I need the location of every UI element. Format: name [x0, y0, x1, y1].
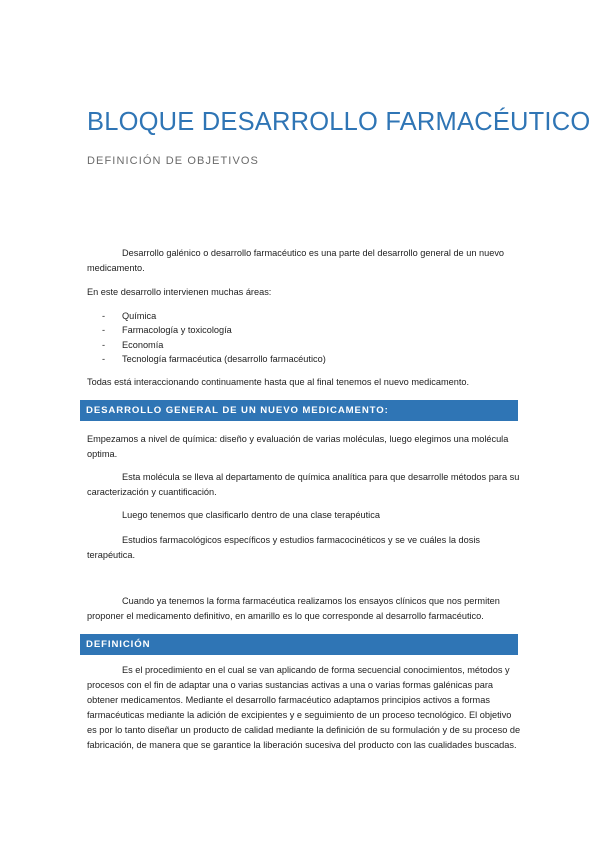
section1-paragraph: Estudios farmacológicos específicos y estudios farmacocinéticos y se ve cuáles la dosis terapéutica. — [87, 535, 480, 560]
list-item-label: Economía — [122, 339, 164, 350]
section-heading-definicion: DEFINICIÓN — [80, 634, 518, 655]
list-item-label: Química — [122, 311, 157, 321]
list-item-label: Farmacología y toxicología — [122, 325, 232, 336]
section1-paragraph: Empezamos a nivel de química: diseño y evaluación de varias moléculas, luego elegimos una molécula optima. — [87, 434, 509, 459]
section1-paragraph: Esta molécula se lleva al departamento de química analítica para que desarrolle métodos para su caracterización y cuantificación. — [87, 472, 520, 497]
interaction-paragraph: Todas está interaccionando continuamente hasta que al final tenemos el nuevo medicamento. — [87, 377, 470, 387]
list-item — [87, 323, 326, 337]
areas-list — [87, 309, 326, 366]
bullet-dash: - — [102, 311, 106, 321]
list-item-label: Tecnología farmacéutica (desarrollo farmacéutico) — [122, 353, 326, 364]
list-item — [87, 309, 326, 323]
areas-intro: En este desarrollo intervienen muchas áreas: — [87, 287, 272, 297]
bullet-dash: - — [102, 353, 106, 364]
section-heading-desarrollo: DESARROLLO GENERAL DE UN NUEVO MEDICAMENTO: — [80, 400, 518, 421]
section1-paragraph: Luego tenemos que clasificarlo dentro de una clase terapéutica — [122, 510, 380, 520]
document-subtitle: DEFINICIÓN DE OBJETIVOS — [87, 155, 259, 167]
list-item — [87, 338, 326, 352]
intro-paragraph: Desarrollo galénico o desarrollo farmacéutico es una parte del desarrollo general de un nuevo medicamento. — [87, 248, 505, 273]
bullet-dash: - — [102, 339, 106, 350]
definition-paragraph: Es el procedimiento en el cual se van aplicando de forma secuencial conocimientos, métodos y procesos con el fin de adaptar una o varias sustancias activas a una o varias formas galénicas para obtener medicamentos. Mediante el desarrollo farmacéutico adaptamos principios activos a formas farmacéuticas mediante la adición de excipientes y e seguimiento de un proceso tecnológico. El objetivo es por lo tanto diseñar un producto de calidad mediante la definición de su formulación y de su proceso de fabricación, de manera que se garantice la liberación sucesiva del producto con las cualidades buscadas. — [87, 665, 521, 750]
list-item — [87, 352, 326, 366]
document-title: BLOQUE DESARROLLO FARMACÉUTICO — [87, 108, 591, 136]
bullet-dash: - — [102, 325, 106, 336]
section1-paragraph: Cuando ya tenemos la forma farmacéutica realizamos los ensayos clínicos que nos permiten proponer el medicamento definitivo, en amarillo es lo que corresponde al desarrollo farmacéutico. — [87, 596, 500, 621]
